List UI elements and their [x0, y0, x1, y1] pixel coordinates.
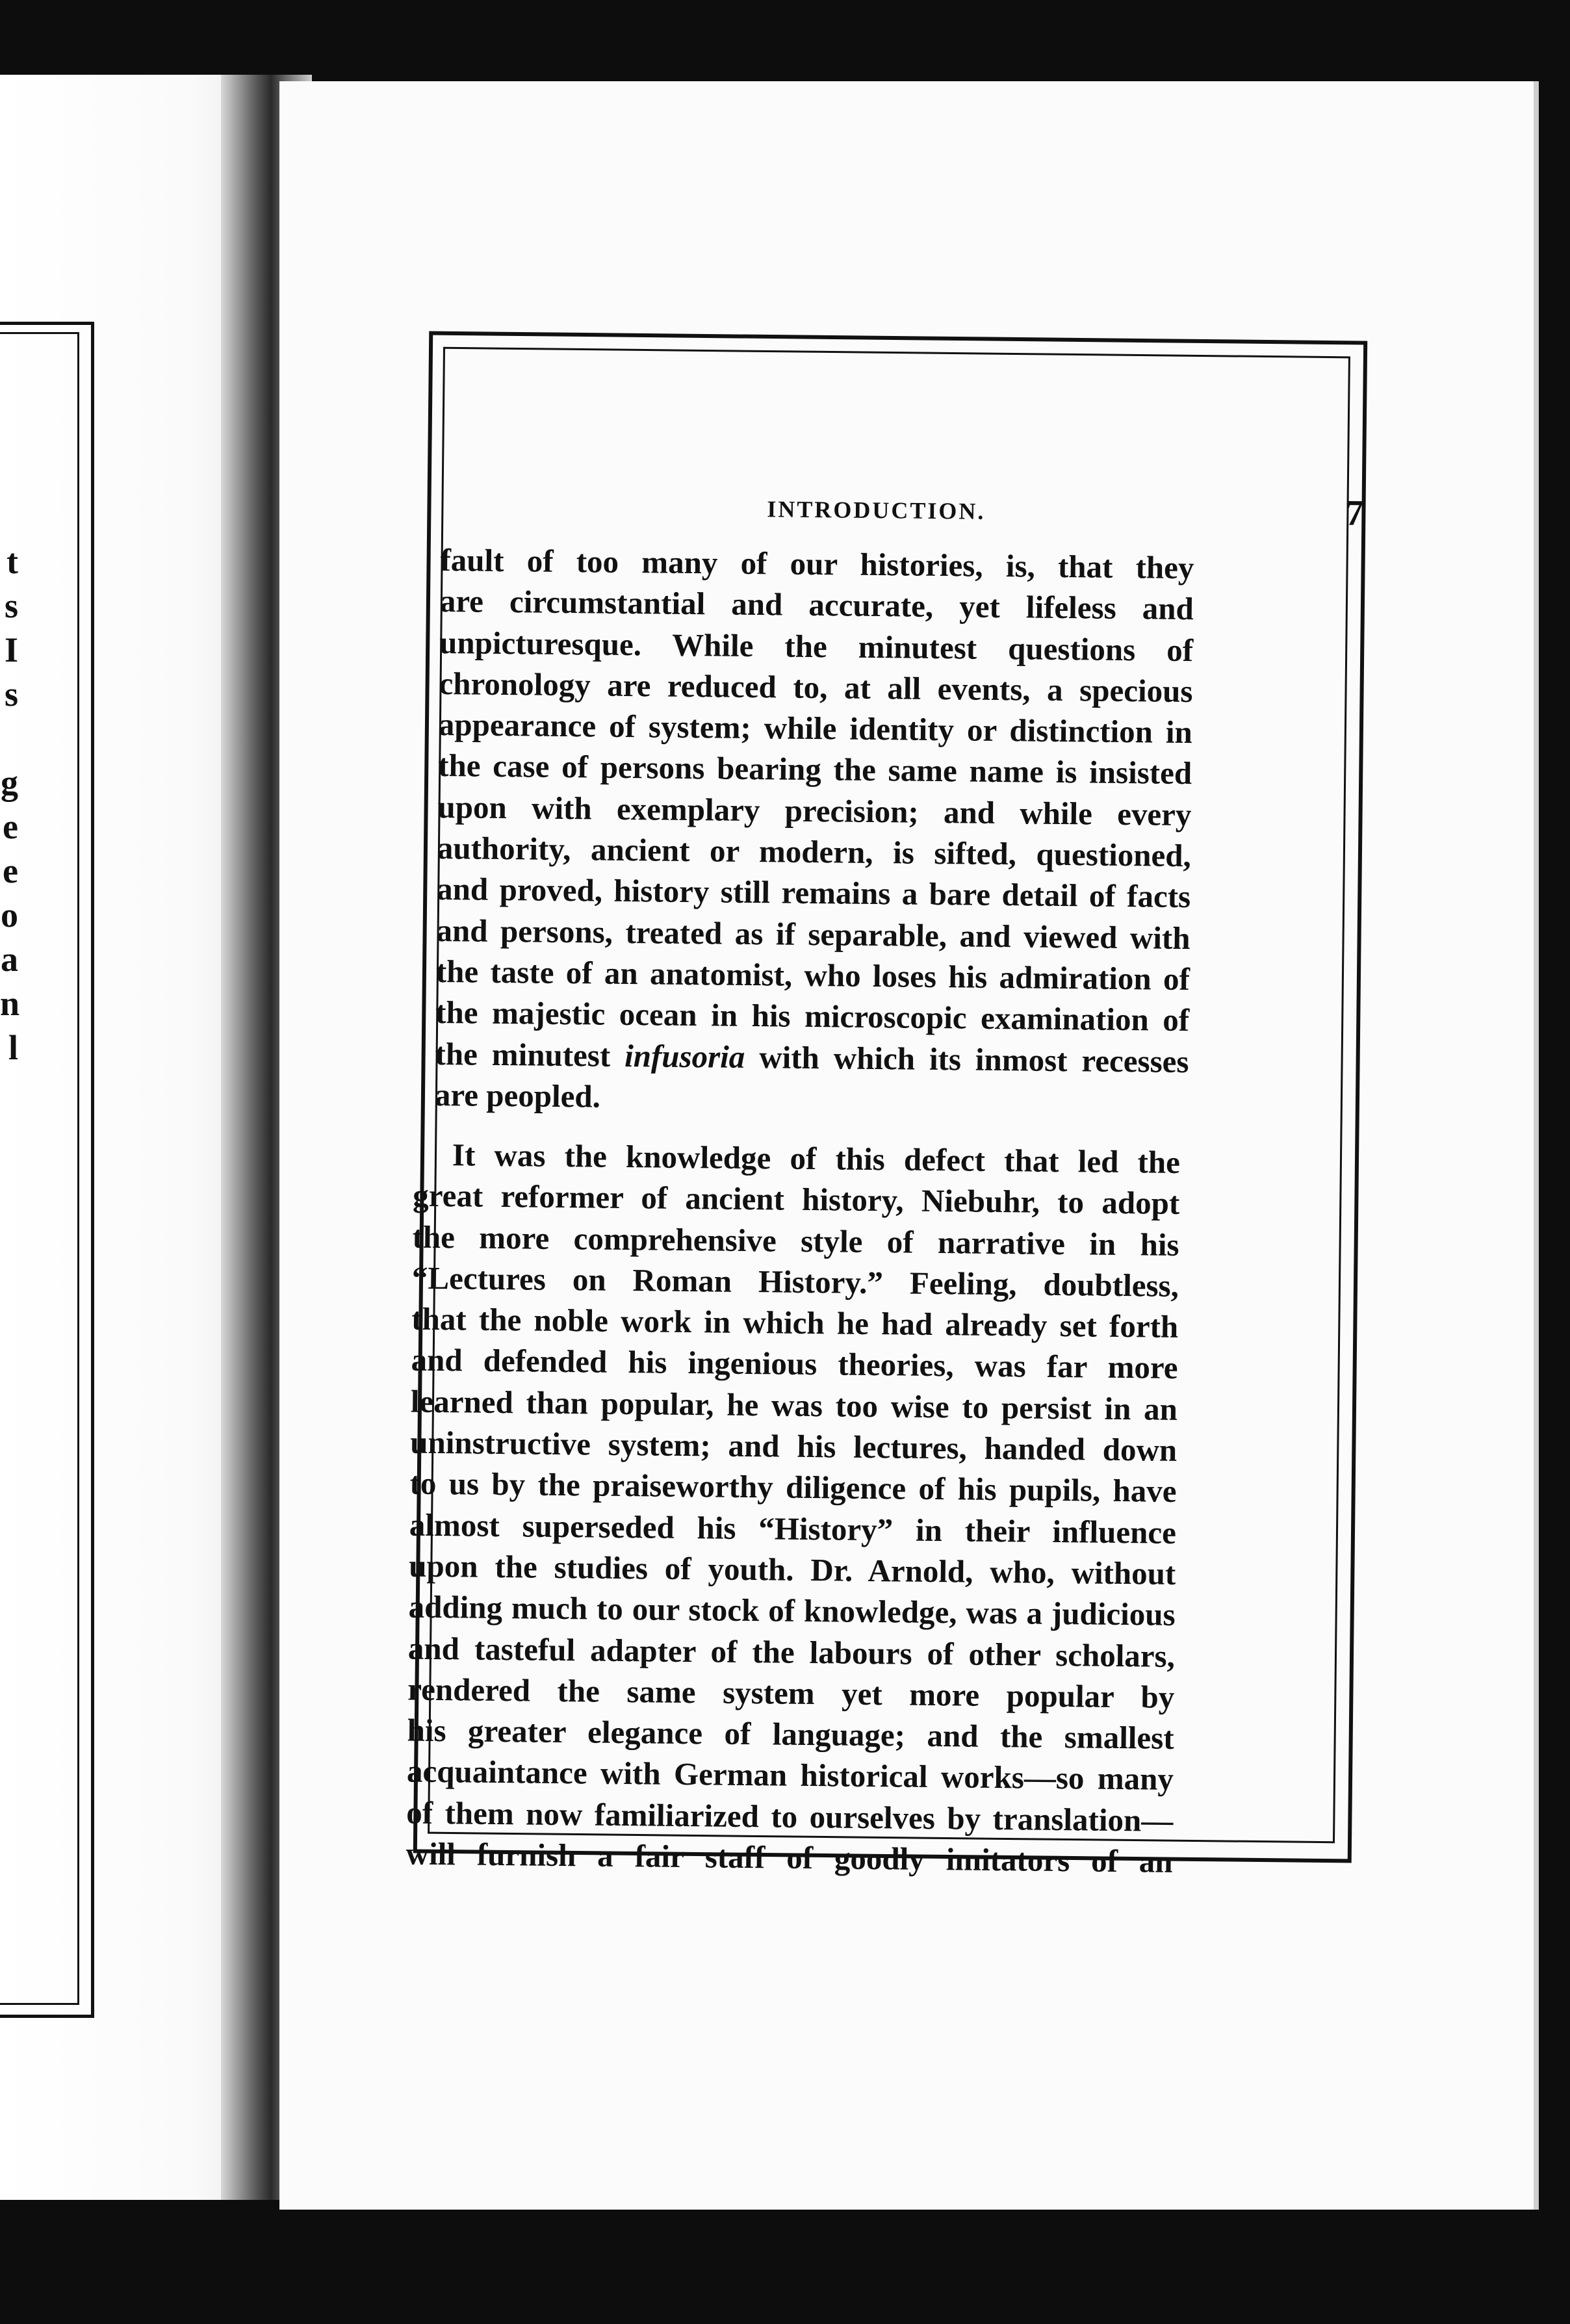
text-line: [435, 1033, 1189, 1082]
text-line: will furnish a fair staff of goodly imitators of an: [405, 1835, 1173, 1879]
italic-term: infusoria: [624, 1037, 745, 1075]
text-line: great reformer of ancient history, Niebuhr, to adopt: [412, 1177, 1180, 1222]
right-page: [279, 81, 1539, 2210]
text-line: adding much to our stock of knowledge, was a judicious: [408, 1588, 1176, 1633]
text-line: chronology are reduced to, at all events, a specious: [439, 665, 1193, 710]
text-line: are circumstantial and accurate, yet lifeless and: [439, 583, 1194, 627]
text-fragment: the minutest: [435, 1035, 611, 1074]
edge-letter: n: [0, 984, 20, 1023]
text-fragment: with which its inmost recesses: [759, 1039, 1189, 1079]
edge-letter: s: [4, 586, 18, 625]
edge-letter: s: [4, 675, 18, 714]
text-line: acquaintance with German historical works—so many: [406, 1753, 1174, 1798]
text-line: It was the knowledge of this defect that led the: [452, 1137, 1181, 1180]
text-line: the case of persons bearing the same name is insisted: [437, 747, 1192, 792]
text-line: authority, ancient or modern, is sifted, questioned,: [437, 830, 1192, 874]
text-line: rendered the same system yet more popular by: [407, 1671, 1175, 1715]
text-line: upon the studies of youth. Dr. Arnold, who, without: [409, 1547, 1176, 1592]
text-line: learned than popular, he was too wise to persist in an: [410, 1383, 1178, 1427]
text-line: fault of too many of our histories, is, that they: [440, 541, 1194, 586]
text-line: to us by the praiseworthy diligence of his pupils, have: [409, 1465, 1177, 1510]
text-line: almost superseded his “History” in their influence: [409, 1506, 1177, 1551]
edge-letter: a: [1, 940, 18, 979]
text-line: the taste of an anatomist, who loses his admiration of: [435, 953, 1190, 998]
edge-letter: e: [3, 851, 18, 890]
edge-letter: e: [3, 807, 18, 846]
paragraph-2: [405, 1134, 1180, 1883]
text-line: appearance of system; while identity or distinction in: [438, 706, 1193, 751]
left-page-edge-letters: [0, 539, 18, 1070]
text-line: uninstructive system; and his lectures, handed down: [410, 1424, 1178, 1469]
page-number: 7: [1345, 493, 1364, 534]
text-line: upon with exemplary precision; and while every: [437, 788, 1192, 833]
text-line: his greater elegance of language; and the smallest: [407, 1712, 1174, 1757]
paragraph-1: [435, 539, 1194, 1123]
text-line: and proved, history still remains a bare detail of facts: [436, 871, 1191, 915]
text-line: and defended his ingenious theories, was far more: [411, 1342, 1178, 1386]
edge-letter: o: [1, 896, 18, 935]
text-line: of them now familiarized to ourselves by translation—: [406, 1794, 1174, 1839]
text-line: unpicturesque. While the minutest questions of: [439, 624, 1194, 668]
text-line: and persons, treated as if separable, and viewed with: [436, 912, 1190, 956]
edge-letter: g: [1, 763, 18, 802]
text-line: “Lectures on Roman History.” Feeling, doubtless,: [411, 1259, 1179, 1304]
text-line: and tasteful adapter of the labours of other scholars,: [407, 1630, 1176, 1674]
edge-letter: I: [4, 630, 18, 669]
edge-letter: l: [8, 1028, 18, 1067]
text-line: the more comprehensive style of narrative in his: [412, 1219, 1179, 1263]
text-line: that the noble work in which he had already set forth: [411, 1300, 1179, 1345]
running-head: INTRODUCTION.: [767, 496, 986, 524]
edge-letter: t: [6, 542, 18, 581]
text-line: the majestic ocean in his microscopic examination of: [435, 994, 1190, 1039]
edge-letter: [0, 716, 18, 760]
text-line: are peopled.: [434, 1076, 601, 1115]
